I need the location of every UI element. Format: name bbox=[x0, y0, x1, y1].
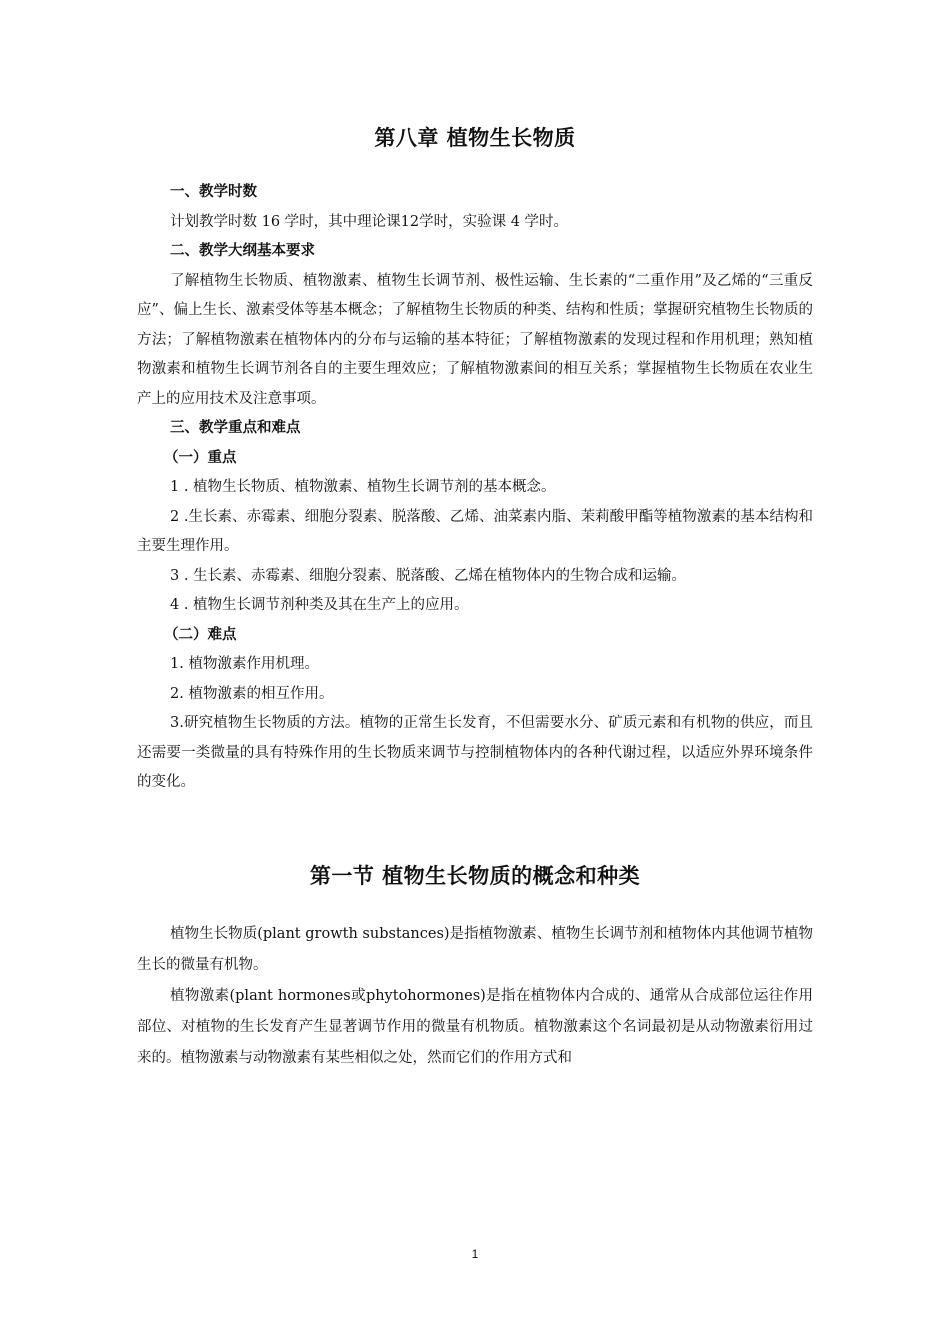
list-item-difficulty-2: 2. 植物激素的相互作用。 bbox=[170, 685, 334, 702]
chapter-title: 第八章 植物生长物质 bbox=[374, 126, 576, 150]
list-item-difficulty-1: 1. 植物激素作用机理。 bbox=[170, 656, 319, 672]
list-item-difficulty-3: 3.研究植物生长物质的方法。植物的正常生长发育，不但需要水分、矿质元素和有机物的供应，而且还需要一类微量的具有特殊作用的生长物质来调节与控制植物体内的各种代谢过程，以适应外界环境条件的变化。 bbox=[137, 715, 813, 790]
list-item-focus-4: 4 . 植物生长调节剂种类及其在生产上的应用。 bbox=[170, 597, 469, 613]
paragraph-teaching-hours: 计划教学时数 16 学时，其中理论课12学时，实验课 4 学时。 bbox=[170, 213, 569, 230]
subheading-difficulties: （二）难点 bbox=[164, 626, 237, 643]
list-item-focus-3: 3 . 生长素、赤霉素、细胞分裂素、脱落酸、乙烯在植物体内的生物合成和运输。 bbox=[170, 567, 687, 584]
section-body bbox=[137, 919, 813, 1074]
section-title: 第一节 植物生长物质的概念和种类 bbox=[309, 864, 641, 888]
paragraph-growth-substances: 植物生长物质(plant growth substances)是指植物激素、植物生长调节剂和植物体内其他调节植物生长的微量有机物。 bbox=[137, 926, 813, 973]
subheading-focus: （一）重点 bbox=[164, 449, 237, 466]
syllabus-block bbox=[137, 178, 813, 798]
heading-syllabus-requirements: 二、教学大纲基本要求 bbox=[170, 243, 315, 259]
heading-teaching-hours: 一、教学时数 bbox=[170, 184, 257, 200]
paragraph-syllabus-requirements: 了解植物生长物质、植物激素、植物生长调节剂、极性运输、生长素的“二重作用”及乙烯的“三重反应”、偏上生长、激素受体等基本概念；了解植物生长物质的种类、结构和性质；掌握研究植物生长物质的方法；了解植物激素在植物体内的分布与运输的基本特征；了解植物激素的发现过程和作用机理；熟知植物激素和植物生长调节剂各自的主要生理效应；了解植物激素间的相互关系；掌握植物生长物质在农业生产上的应用技术及注意事项。 bbox=[137, 272, 813, 407]
paragraph-plant-hormones: 植物激素(plant hormones或phytohormones)是指在植物体内合成的、通常从合成部位运往作用部位、对植物的生长发育产生显著调节作用的微量有机物质。植物激素这个名词最初是从动物激素衍用过来的。植物激素与动物激素有某些相似之处，然而它们的作用方式和 bbox=[137, 988, 813, 1066]
list-item-focus-1: 1 . 植物生长物质、植物激素、植物生长调节剂的基本概念。 bbox=[170, 479, 556, 495]
page-number: 1 bbox=[471, 1247, 479, 1261]
heading-key-points: 三、教学重点和难点 bbox=[170, 420, 301, 436]
list-item-focus-2: 2 .生长素、赤霉素、细胞分裂素、脱落酸、乙烯、油菜素内脂、茉莉酸甲酯等植物激素的基本结构和主要生理作用。 bbox=[137, 508, 813, 554]
